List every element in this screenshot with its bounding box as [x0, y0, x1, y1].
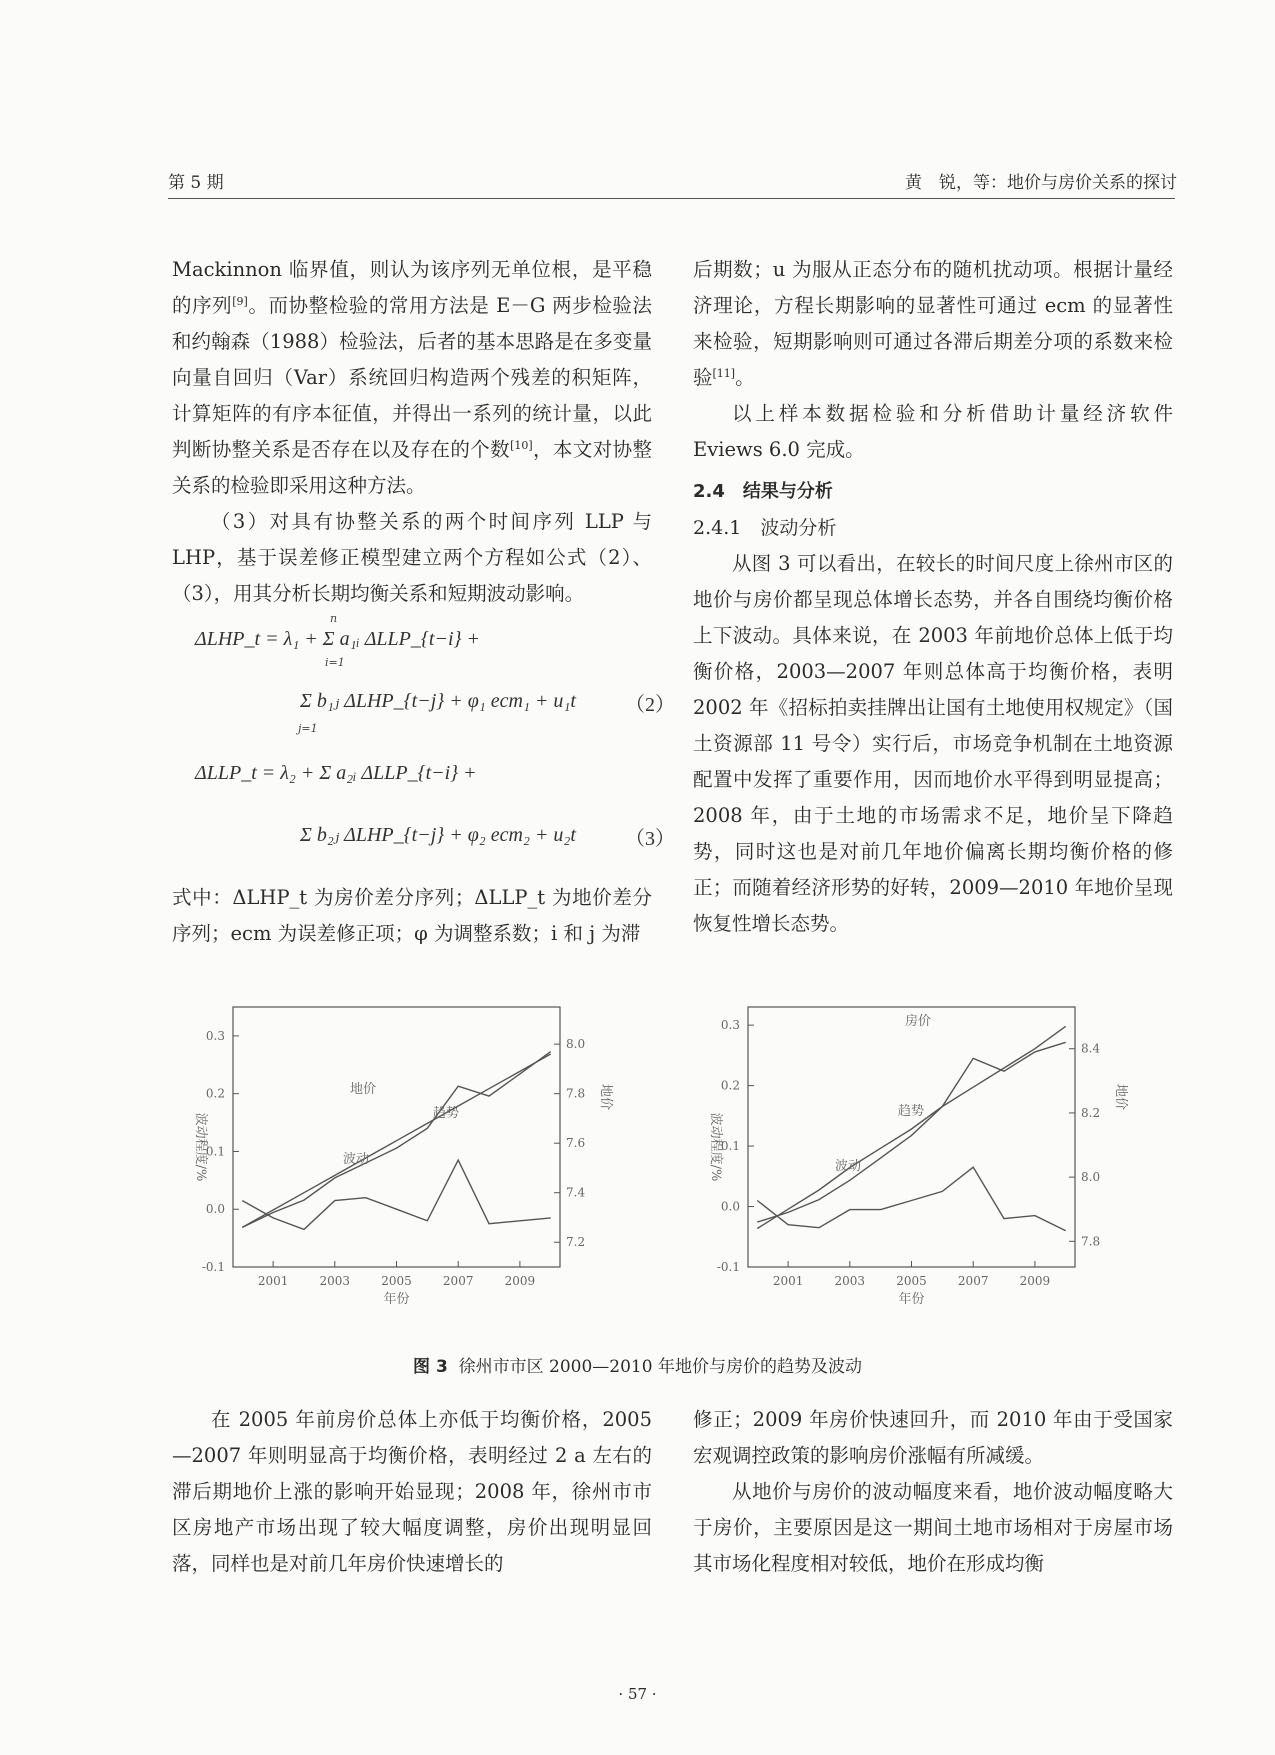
y-axis-label: 波动程度/% — [193, 1112, 208, 1182]
y-tick-label: 0.1 — [720, 1139, 740, 1154]
equation-3-line-2: Σ b₂ⱼ ΔLHP_{t−j} + φ₂ ecm₂ + u₂t — [300, 824, 576, 846]
x-tick-label: 2003 — [319, 1274, 351, 1288]
x-tick-label: 2007 — [957, 1274, 989, 1288]
y-axis-label: 波动程度/% — [708, 1112, 723, 1182]
series-line-趋势 — [242, 1054, 550, 1227]
paragraph-house-price: 在 2005 年前房价总体上亦低于均衡价格，2005—2007 年则明显高于均衡价格，表明经过 2 a 左右的滞后期地价上涨的影响开始显现；2008 年，徐州市市区房地产市场出现了较大幅度调整，房价出现明显回落，同样也是对前几年房价快速增长的 — [172, 1408, 652, 1575]
subsection-title: 2.4.1 波动分析 — [693, 517, 837, 539]
paragraph-cointegration: Mackinnon 临界值，则认为该序列无单位根，是平稳的序列[9]。而协整检验的常用方法是 E－G 两步检验法和约翰森（1988）检验法，后者的基本思路是在多变量向量自回归（Var）系统回归构造两个残差的积矩阵，计算矩阵的有序本征值，并得出一系列的统计量，以此判断协整关系是否存在以及存在的个数[10]，本文对协整关系的检验即采用这种方法。 — [172, 258, 652, 497]
x-tick-label: 2003 — [834, 1274, 866, 1288]
x-tick-label: 2009 — [504, 1274, 536, 1288]
left-column-where — [172, 880, 652, 952]
x-axis-label: 年份 — [898, 1292, 925, 1307]
sum-lower-limit-j: j=1 — [298, 722, 318, 735]
plot-frame — [748, 1007, 1075, 1267]
y-tick-label: -0.1 — [201, 1260, 225, 1274]
y-tick-label: 0.0 — [205, 1202, 225, 1217]
y2-tick-label: 8.2 — [1081, 1105, 1101, 1120]
paragraph-ecm-setup: （3）对具有协整关系的两个时间序列 LLP 与 LHP，基于误差修正模型建立两个方程如公式（2）、（3），用其分析长期均衡关系和短期波动影响。 — [172, 510, 652, 605]
equation-2-line-2: Σ b₁ⱼ ΔLHP_{t−j} + φ₁ ecm₁ + u₁t — [300, 690, 576, 712]
annotation-label: 房价 — [905, 1014, 932, 1029]
running-title: 黄 锐，等：地价与房价关系的探讨 — [905, 173, 1177, 193]
y-tick-label: 0.0 — [720, 1199, 740, 1214]
section-title: 2.4 结果与分析 — [693, 481, 833, 502]
x-tick-label: 2001 — [257, 1274, 289, 1288]
x-tick-label: 2001 — [772, 1274, 804, 1288]
citation-11: [11] — [712, 367, 736, 380]
paragraph-correction: 修正；2009 年房价快速回升，而 2010 年由于受国家宏观调控政策的影响房价涨幅有所减缓。 — [693, 1408, 1173, 1467]
y-tick-label: 0.2 — [205, 1086, 225, 1101]
x-tick-label: 2007 — [442, 1274, 474, 1288]
series-line-房价 — [757, 1042, 1065, 1222]
land-price-chart — [185, 985, 675, 1340]
annotation-label: 地价 — [350, 1082, 377, 1097]
paragraph-amplitude: 从地价与房价的波动幅度来看，地价波动幅度略大于房价，主要原因是这一期间土地市场相对于房屋市场其市场化程度相对较低，地价在形成均衡 — [693, 1480, 1173, 1575]
paragraph-eviews: 以上样本数据检验和分析借助计量经济软件 Eviews 6.0 完成。 — [693, 402, 1173, 461]
series-line-波动 — [242, 1160, 550, 1229]
sum-lower-limit-i: i=1 — [325, 656, 345, 669]
paragraph-lag: 后期数；u 为服从正态分布的随机扰动项。根据计量经济理论，方程长期影响的显著性可通过 ecm 的显著性来检验，短期影响则可通过各滞后期差分项的系数来检验[11]。 — [693, 258, 1173, 389]
y2-tick-label: 7.4 — [566, 1185, 586, 1200]
equation-3-line-1: ΔLLP_t = λ₂ + Σ a₂ᵢ ΔLLP_{t−i} + — [195, 762, 477, 784]
y-tick-label: 0.3 — [205, 1028, 225, 1043]
header-rule — [168, 198, 1175, 199]
y2-tick-label: 8.4 — [1081, 1041, 1101, 1056]
equation-3-number: （3） — [625, 828, 675, 850]
y2-tick-label: 8.0 — [1081, 1170, 1101, 1185]
x-axis-label: 年份 — [383, 1292, 410, 1307]
left-column-bottom — [172, 1402, 652, 1582]
x-tick-label: 2009 — [1019, 1274, 1051, 1288]
right-column-bottom — [693, 1402, 1173, 1582]
series-line-趋势 — [757, 1026, 1065, 1228]
y2-tick-label: 7.8 — [1081, 1234, 1101, 1249]
y-tick-label: 0.2 — [720, 1078, 740, 1093]
paragraph-fluctuation: 从图 3 可以看出，在较长的时间尺度上徐州市区的地价与房价都呈现总体增长态势，并各自围绕均衡价格上下波动。具体来说，在 2003 年前地价总体上低于均衡价格，2003—2007 年则总体高于均衡价格，表明 2002 年《招标拍卖挂牌出让国有土地使用权规定》（国土资源部 11 号令）实行后，市场竞争机制在土地资源配置中发挥了重要作用，因而地价水平得到明显提高；2008 年，由于土地的市场需求不足，地价呈下降趋势，同时这也是对前几年地价偏离长期均衡价格的修正；而随着经济形势的好转，2009—2010 年地价呈现恢复性增长态势。 — [693, 552, 1173, 935]
house-price-chart — [700, 985, 1190, 1340]
page-number: · 57 · — [618, 1685, 657, 1703]
x-tick-label: 2005 — [896, 1274, 927, 1288]
annotation-label: 波动 — [343, 1152, 370, 1167]
y2-axis-label: 地价 — [1113, 1083, 1128, 1111]
y2-tick-label: 7.6 — [566, 1136, 586, 1151]
right-column-top — [693, 252, 1173, 942]
paragraph-where: 式中：ΔLHP_t 为房价差分序列；ΔLLP_t 为地价差分序列；ecm 为误差修正项；φ 为调整系数；i 和 j 为滞 — [172, 886, 652, 945]
citation-9: [9] — [232, 295, 248, 308]
y2-tick-label: 7.8 — [566, 1086, 586, 1101]
y-tick-label: 0.1 — [205, 1144, 225, 1159]
y-tick-label: -0.1 — [716, 1260, 740, 1274]
annotation-label: 波动 — [835, 1159, 862, 1174]
annotation-label: 趋势 — [433, 1106, 460, 1121]
figure-caption: 图 3 徐州市市区 2000—2010 年地价与房价的趋势及波动 — [413, 1357, 862, 1377]
equation-3 — [195, 762, 675, 882]
equation-2-line-1: ΔLHP_t = λ₁ + Σ a₁ᵢ ΔLLP_{t−i} + — [195, 628, 480, 650]
y2-tick-label: 7.2 — [566, 1235, 586, 1250]
equation-2-number: （2） — [625, 694, 675, 716]
y2-tick-label: 8.0 — [566, 1037, 586, 1052]
equation-2 — [195, 628, 675, 748]
journal-issue: 第 5 期 — [168, 173, 224, 193]
plot-frame — [233, 1007, 560, 1267]
left-column-top — [172, 252, 652, 612]
sum-upper-limit: n — [330, 612, 338, 625]
annotation-label: 趋势 — [898, 1104, 925, 1119]
x-tick-label: 2005 — [381, 1274, 412, 1288]
y2-axis-label: 地价 — [598, 1083, 613, 1111]
y-tick-label: 0.3 — [720, 1018, 740, 1033]
citation-10: [10] — [510, 439, 533, 452]
